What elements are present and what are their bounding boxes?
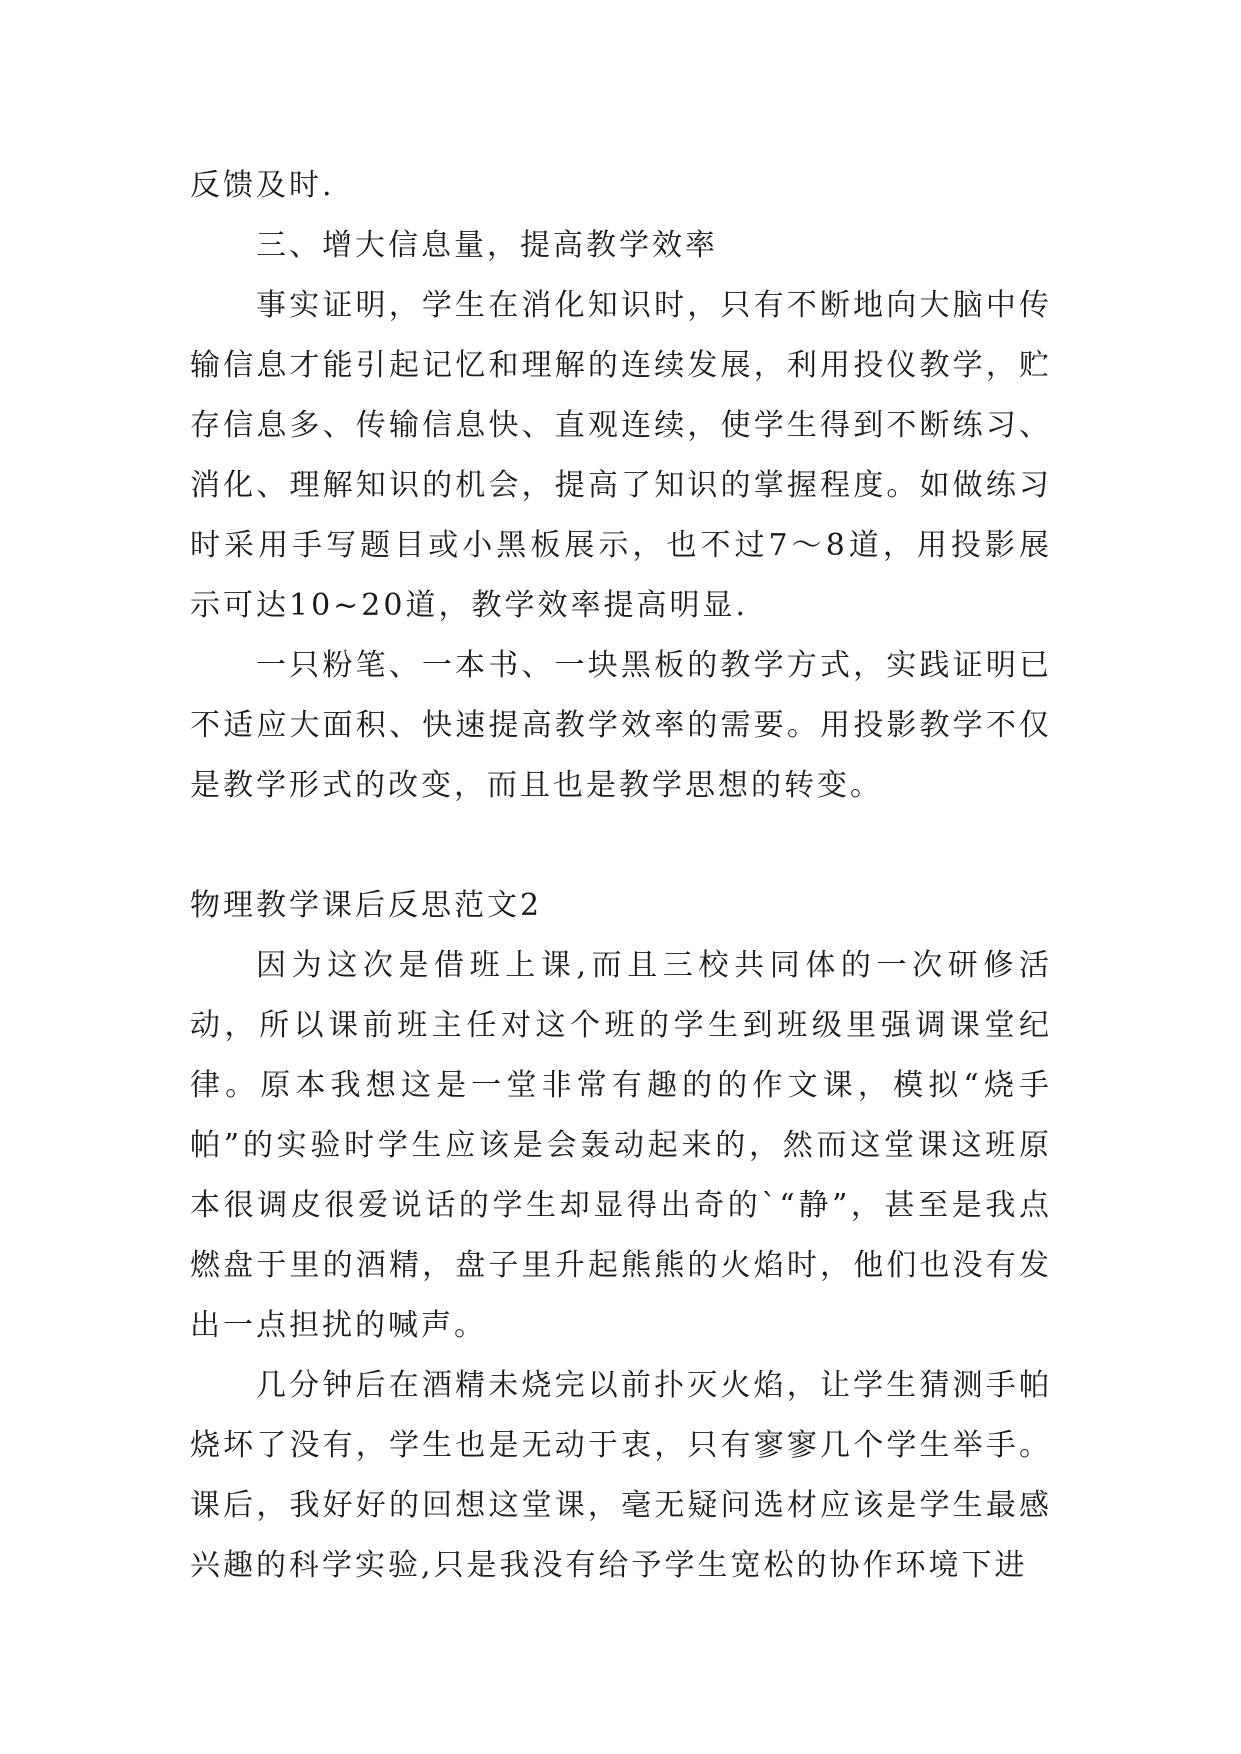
paragraph-after-minutes: 几分钟后在酒精未烧完以前扑灭火焰，让学生猜测手帕烧坏了没有，学生也是无动于衷，只有寥寥几个学生举手。课后，我好好的回想这堂课，毫无疑问选材应该是学生最感兴趣的科学实验,只是我没有给予学生宽松的协作环境下进 (190, 1368, 1052, 1583)
paragraph-borrowed-class: 因为这次是借班上课,而且三校共同体的一次研修活动，所以课前班主任对这个班的学生到班级里强调课堂纪律。原本我想这是一堂非常有趣的的作文课，模拟“烧手帕”的实验时学生应该是会轰动起来的，然而这堂课这班原本很调皮很爱说话的学生却显得出奇的`“静”，甚至是我点燃盘于里的酒精，盘子里升起熊熊的火焰时，他们也没有发出一点担扰的喊声。 (190, 948, 1052, 1343)
essay-title-2: 物理教学课后反思范文2 (190, 888, 543, 923)
paragraph-continuation: 反馈及时. (190, 168, 335, 203)
section-heading-3: 三、增大信息量，提高教学效率 (256, 228, 718, 263)
paragraph-facts: 事实证明，学生在消化知识时，只有不断地向大脑中传输信息才能引起记忆和理解的连续发展，利用投仪教学，贮存信息多、传输信息快、直观连续，使学生得到不断练习、消化、理解知识的机会，提高了知识的掌握程度。如做练习时采用手写题目或小黑板展示，也不过7～8道，用投影展示可达10~20道，教学效率提高明显. (190, 288, 1052, 623)
paragraph-chalk: 一只粉笔、一本书、一块黑板的教学方式，实践证明已不适应大面积、快速提高教学效率的需要。用投影教学不仅是教学形式的改变，而且也是教学思想的转变。 (190, 648, 1052, 803)
document-body (190, 156, 1052, 1596)
